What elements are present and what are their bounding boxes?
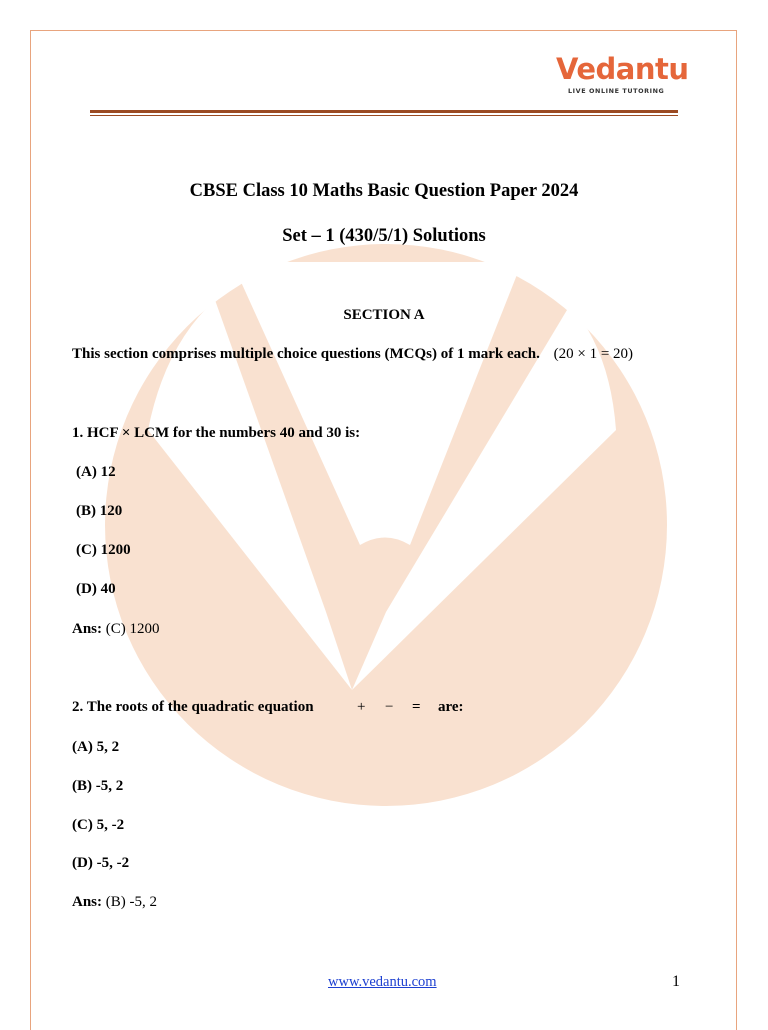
equation-minus: − bbox=[385, 699, 394, 715]
question-2-option-b: (B) -5, 2 bbox=[72, 778, 124, 794]
question-2-option-d: (D) -5, -2 bbox=[72, 855, 130, 871]
footer-website-link[interactable]: www.vedantu.com bbox=[328, 974, 437, 990]
header-rule-thin bbox=[90, 115, 678, 116]
question-2-answer bbox=[72, 893, 157, 911]
section-marks: (20 × 1 = 20) bbox=[553, 346, 634, 362]
answer-value: (B) -5, 2 bbox=[105, 894, 158, 910]
question-1-option-c: (C) 1200 bbox=[76, 542, 131, 558]
answer-value: (C) 1200 bbox=[105, 621, 160, 637]
logo-tagline: LIVE ONLINE TUTORING bbox=[568, 87, 665, 95]
section-instruction-text: This section comprises multiple choice questions (MCQs) of 1 mark each. bbox=[72, 346, 540, 362]
header-rule-thick bbox=[90, 110, 678, 113]
question-1-stem: 1. HCF × LCM for the numbers 40 and 30 is: bbox=[72, 425, 361, 441]
question-2-option-c: (C) 5, -2 bbox=[72, 817, 125, 833]
section-instruction bbox=[72, 345, 633, 363]
question-1-option-a: (A) 12 bbox=[76, 464, 116, 480]
paper-subtitle: Set – 1 (430/5/1) Solutions bbox=[282, 226, 486, 246]
vedantu-logo[interactable] bbox=[556, 52, 689, 100]
question-2-stem: 2. The roots of the quadratic equation bbox=[72, 699, 314, 715]
question-1-option-b: (B) 120 bbox=[76, 503, 123, 519]
logo-wordmark: Vedantu bbox=[556, 52, 689, 86]
question-2-stem-tail: are: bbox=[438, 699, 464, 715]
section-heading: SECTION A bbox=[343, 307, 425, 323]
page-number: 1 bbox=[672, 973, 680, 990]
answer-label: Ans: bbox=[72, 621, 103, 637]
paper-title: CBSE Class 10 Maths Basic Question Paper 2024 bbox=[189, 181, 579, 201]
question-2-option-a: (A) 5, 2 bbox=[72, 739, 120, 755]
answer-label: Ans: bbox=[72, 894, 103, 910]
equation-plus: + bbox=[357, 699, 366, 715]
question-1-answer bbox=[72, 620, 160, 638]
question-1-option-d: (D) 40 bbox=[76, 581, 116, 597]
equation-equals: = bbox=[412, 699, 421, 715]
